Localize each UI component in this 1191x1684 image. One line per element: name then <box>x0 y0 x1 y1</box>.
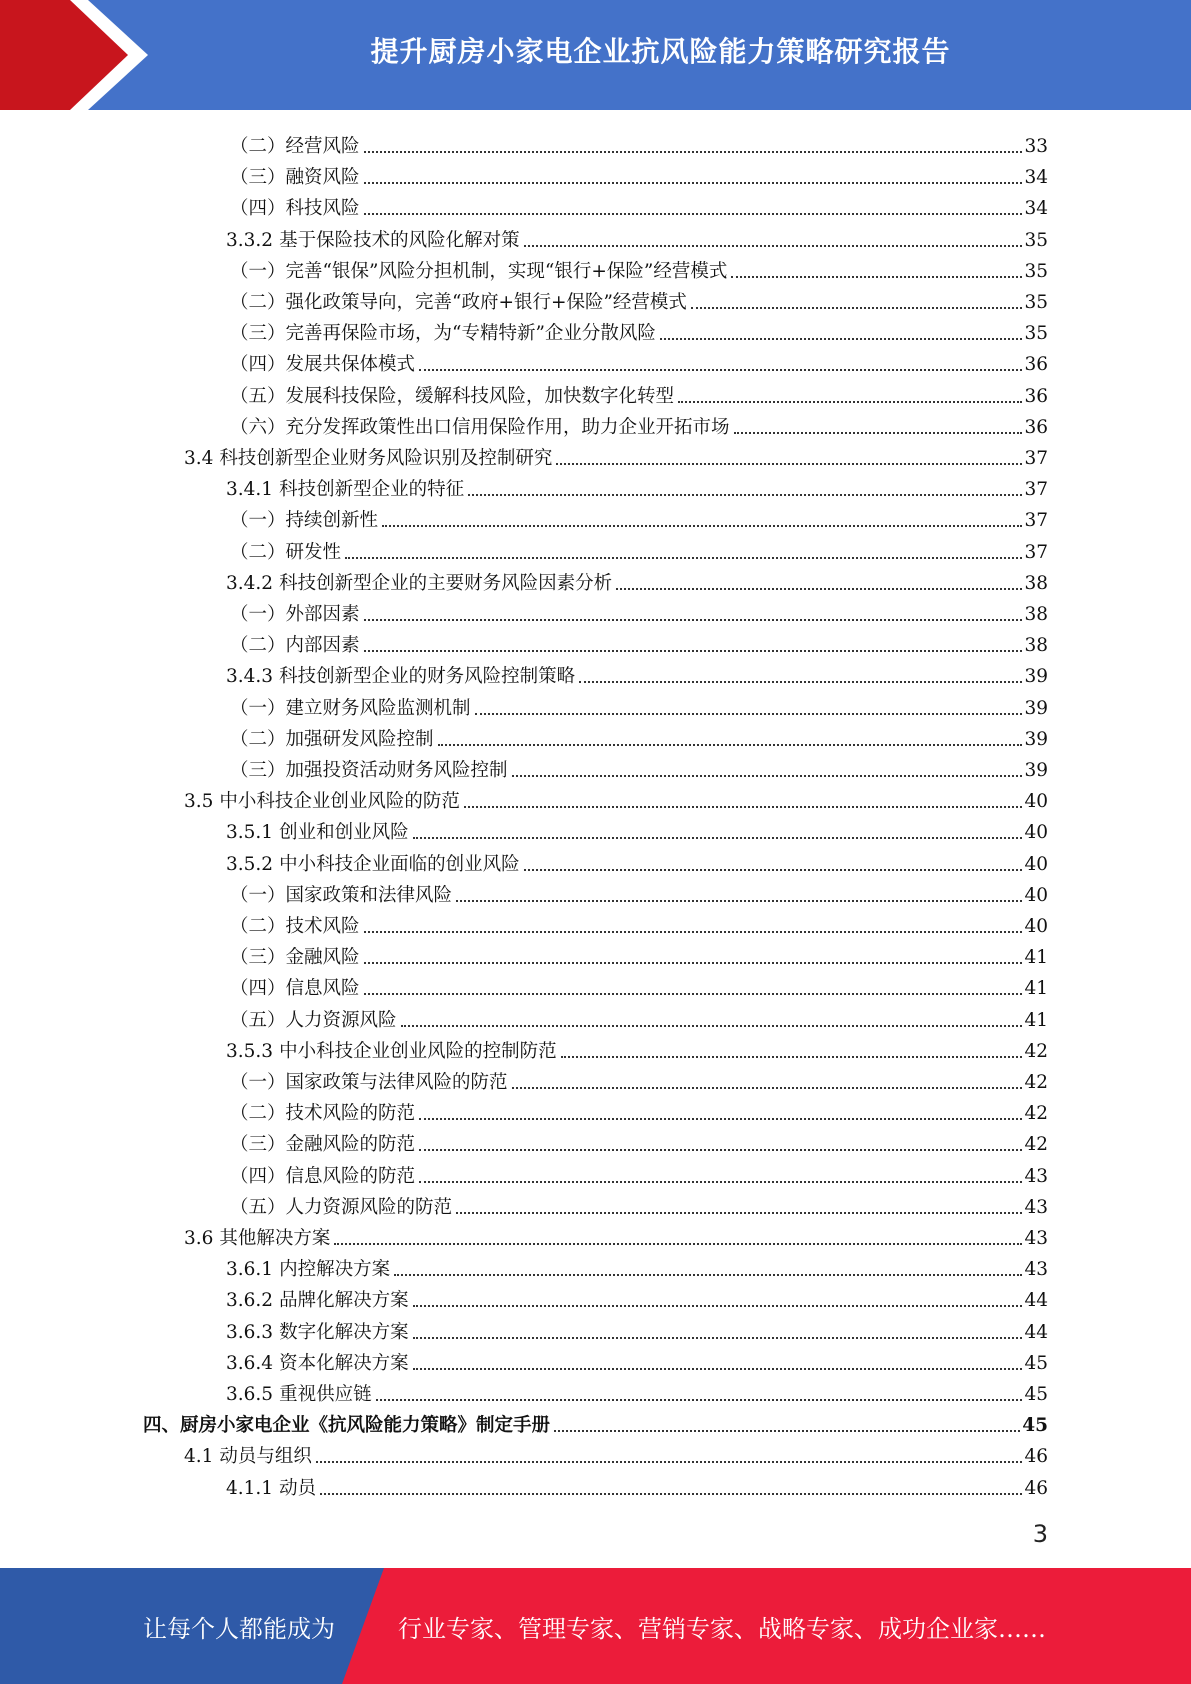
toc-entry-text: （三）金融风险 <box>230 947 360 969</box>
toc-entry-text: 科技创新型企业的特征 <box>279 479 465 501</box>
toc-entry-label <box>226 230 520 252</box>
toc-entry-page: 43 <box>1024 1196 1048 1218</box>
toc-entry-number: 3.6.3 <box>226 1321 274 1343</box>
toc-entry[interactable] <box>184 782 1048 813</box>
toc-dot-leader <box>364 993 1023 995</box>
toc-entry[interactable] <box>226 1344 1048 1375</box>
toc-dot-leader <box>512 1087 1023 1089</box>
toc-entry-text: （一）外部因素 <box>230 604 360 625</box>
toc-entry[interactable] <box>226 657 1048 688</box>
toc-entry-page: 40 <box>1024 791 1048 813</box>
toc-entry[interactable] <box>226 1250 1048 1281</box>
toc-entry-text: （三）金融风险的防范 <box>230 1134 416 1156</box>
toc-entry-page: 39 <box>1024 728 1048 750</box>
toc-entry-number: 3.5.3 <box>226 1040 274 1062</box>
toc-entry-text: 科技创新型企业的财务风险控制策略 <box>279 666 576 688</box>
toc-entry[interactable] <box>226 813 1048 844</box>
toc-dot-leader <box>438 744 1023 746</box>
toc-entry[interactable] <box>230 1188 1048 1219</box>
toc-entry-text: （三）融资风险 <box>230 167 360 189</box>
toc-entry-label <box>230 136 360 158</box>
toc-entry[interactable] <box>230 252 1048 283</box>
toc-dot-leader <box>364 213 1023 215</box>
toc-entry-number: 3.6.1 <box>226 1259 274 1281</box>
toc-dot-leader <box>512 775 1023 777</box>
toc-entry-label <box>230 1166 415 1188</box>
toc-entry-page: 42 <box>1024 1134 1048 1156</box>
toc-entry-label <box>226 573 612 595</box>
toc-entry-label <box>230 1134 415 1156</box>
toc-entry-number: 4.1.1 <box>226 1477 274 1499</box>
toc-entry-number: 3.4.3 <box>226 666 274 688</box>
toc-entry-label <box>230 885 452 907</box>
toc-entry-label <box>230 198 360 220</box>
toc-entry[interactable] <box>230 907 1048 938</box>
toc-entry-text: （一）国家政策与法律风险的防范 <box>230 1072 508 1093</box>
toc-entry-text: 重视供应链 <box>279 1384 372 1405</box>
toc-entry-text: （三）完善再保险市场，为“专精特新”企业分散风险 <box>230 323 656 345</box>
toc-entry-number: 3.4.1 <box>226 479 274 501</box>
toc-entry-label <box>226 1290 409 1312</box>
toc-entry-label <box>230 604 360 626</box>
toc-entry[interactable] <box>230 969 1048 1000</box>
toc-entry-text: （四）信息风险的防范 <box>230 1165 416 1187</box>
toc-dot-leader <box>394 1274 1022 1276</box>
toc-entry-label <box>226 1259 390 1281</box>
toc-entry-text: （二）加强研发风险控制 <box>230 728 434 750</box>
footer-slogan-left: 让每个人都能成为 <box>143 1614 335 1643</box>
toc-entry-number: 3.6.4 <box>226 1352 274 1374</box>
toc-entry-text: 中小科技企业创业风险的控制防范 <box>279 1040 557 1062</box>
toc-entry-label <box>230 386 674 408</box>
toc-entry-label <box>226 1041 557 1063</box>
toc-entry-text: （三）加强投资活动财务风险控制 <box>230 760 508 781</box>
toc-dot-leader <box>413 837 1023 839</box>
toc-dot-leader <box>524 869 1023 871</box>
toc-entry-text: 动员 <box>279 1477 317 1499</box>
toc-entry[interactable] <box>226 845 1048 876</box>
toc-entry-text: （一）建立财务风险监测机制 <box>230 697 471 719</box>
toc-dot-leader <box>456 900 1022 902</box>
toc-dot-leader <box>475 713 1023 715</box>
toc-entry-label <box>230 1197 452 1219</box>
toc-entry-label <box>230 729 434 751</box>
toc-entry[interactable] <box>230 408 1048 439</box>
toc-dot-leader <box>419 369 1022 371</box>
toc-entry-text: （二）技术风险 <box>230 916 360 937</box>
toc-dot-leader <box>413 1305 1023 1307</box>
toc-entry-page: 39 <box>1024 697 1048 719</box>
toc-dot-leader <box>456 1212 1022 1214</box>
toc-entry-text: （一）国家政策和法律风险 <box>230 884 453 906</box>
toc-entry-text: 内控解决方案 <box>279 1259 391 1281</box>
toc-entry-text: 四、厨房小家电企业《抗风险能力策略》制定手册 <box>143 1415 551 1437</box>
toc-entry[interactable] <box>143 1406 1048 1437</box>
toc-entry-page: 44 <box>1024 1321 1048 1343</box>
page-number: 3 <box>1032 1520 1048 1548</box>
toc-entry-page: 46 <box>1024 1477 1048 1499</box>
toc-entry[interactable] <box>184 1219 1048 1250</box>
toc-entry-page: 36 <box>1024 354 1048 376</box>
toc-dot-leader <box>468 494 1022 496</box>
toc-entry-page: 40 <box>1024 916 1048 937</box>
toc-entry-label <box>226 854 520 876</box>
toc-dot-leader <box>464 806 1023 808</box>
toc-entry-number: 3.5.2 <box>226 853 274 875</box>
toc-entry-label <box>230 635 360 657</box>
toc-entry-page: 45 <box>1022 1415 1048 1437</box>
toc-dot-leader <box>660 338 1023 340</box>
toc-entry-label <box>230 1072 508 1094</box>
toc-entry-label <box>230 947 360 969</box>
toc-entry-label <box>226 1353 409 1375</box>
toc-entry-page: 42 <box>1024 1040 1048 1062</box>
toc-entry[interactable] <box>230 283 1048 314</box>
toc-entry-page: 38 <box>1024 635 1048 657</box>
toc-entry-label <box>230 323 656 345</box>
toc-dot-leader <box>419 1149 1022 1151</box>
toc-entry-number: 3.6.2 <box>226 1290 274 1312</box>
toc-entry-text: （五）发展科技保险，缓解科技风险，加快数字化转型 <box>230 385 675 407</box>
toc-entry-page: 35 <box>1024 323 1048 345</box>
toc-entry-label <box>226 479 464 501</box>
toc-dot-leader <box>419 1118 1022 1120</box>
toc-entry[interactable] <box>230 938 1048 969</box>
toc-dot-leader <box>413 1337 1023 1339</box>
toc-entry-label <box>230 542 341 564</box>
toc-entry[interactable] <box>184 1437 1048 1468</box>
toc-entry-text: （一）完善“银保”风险分担机制，实现“银行+保险”经营模式 <box>230 260 728 282</box>
toc-entry-number: 3.3.2 <box>226 229 274 251</box>
toc-dot-leader <box>334 1243 1022 1245</box>
toc-entry-page: 43 <box>1024 1228 1048 1249</box>
toc-entry[interactable] <box>226 1469 1048 1500</box>
toc-entry-label <box>230 261 727 283</box>
toc-entry[interactable] <box>184 439 1048 470</box>
toc-entry-label <box>226 1478 316 1500</box>
toc-entry-page: 35 <box>1024 260 1048 282</box>
toc-entry-page: 39 <box>1024 666 1048 688</box>
toc-dot-leader <box>413 1368 1023 1370</box>
toc-entry-label <box>230 354 415 376</box>
toc-dot-leader <box>364 182 1023 184</box>
toc-entry-text: 资本化解决方案 <box>279 1352 409 1374</box>
toc-dot-leader <box>678 401 1022 403</box>
toc-entry-label <box>226 1322 409 1344</box>
toc-entry-page: 39 <box>1024 760 1048 781</box>
toc-dot-leader <box>556 463 1022 465</box>
toc-entry-label <box>184 1228 330 1250</box>
toc-entry-page: 37 <box>1024 479 1048 501</box>
toc-entry-text: 中小科技企业创业风险的防范 <box>219 791 460 813</box>
page-footer <box>0 1568 1191 1684</box>
toc-entry[interactable] <box>230 533 1048 564</box>
toc-entry-page: 42 <box>1024 1072 1048 1093</box>
toc-entry-page: 36 <box>1024 385 1048 407</box>
toc-entry-page: 41 <box>1024 1009 1048 1031</box>
toc-entry[interactable] <box>230 1157 1048 1188</box>
toc-dot-leader <box>731 276 1022 278</box>
toc-entry-label <box>230 760 508 782</box>
toc-entry-text: （六）充分发挥政策性出口信用保险作用，助力企业开拓市场 <box>230 416 730 438</box>
toc-entry[interactable] <box>230 626 1048 657</box>
header-title: 提升厨房小家电企业抗风险能力策略研究报告 <box>370 35 951 68</box>
toc-entry-number: 3.6 <box>184 1228 214 1249</box>
toc-dot-leader <box>364 151 1023 153</box>
toc-entry-text: （二）强化政策导向，完善“政府+银行+保险”经营模式 <box>230 292 687 313</box>
toc-entry-number: 3.4 <box>184 448 214 469</box>
toc-entry-page: 33 <box>1024 136 1048 157</box>
toc-entry-text: （四）发展共保体模式 <box>230 354 416 376</box>
toc-dot-leader <box>364 650 1023 652</box>
toc-entry-label <box>184 1446 312 1468</box>
toc-entry-text: 数字化解决方案 <box>279 1321 409 1343</box>
toc-entry-label <box>230 978 360 1000</box>
toc-entry-page: 40 <box>1024 884 1048 906</box>
toc-entry[interactable] <box>230 314 1048 345</box>
toc-entry-page: 38 <box>1024 604 1048 625</box>
toc-entry-text: （二）研发性 <box>230 541 342 563</box>
toc-entry[interactable] <box>226 1313 1048 1344</box>
toc-entry-number: 3.6.5 <box>226 1384 274 1405</box>
toc-dot-leader <box>734 432 1023 434</box>
toc-entry-number: 3.5.1 <box>226 822 274 844</box>
toc-entry[interactable] <box>226 1032 1048 1063</box>
toc-entry[interactable] <box>230 345 1048 376</box>
toc-dot-leader <box>364 931 1023 933</box>
toc-entry-text: （四）信息风险 <box>230 978 360 1000</box>
toc-entry-page: 36 <box>1024 416 1048 438</box>
toc-entry-page: 38 <box>1024 572 1048 594</box>
toc-dot-leader <box>320 1493 1022 1495</box>
toc-entry-label <box>230 510 378 532</box>
toc-entry-label <box>226 666 575 688</box>
toc-entry-page: 37 <box>1024 510 1048 532</box>
toc-entry-page: 41 <box>1024 947 1048 969</box>
toc-entry[interactable] <box>230 595 1048 626</box>
toc-entry-label <box>230 698 471 720</box>
toc-entry-text: （四）科技风险 <box>230 198 360 220</box>
toc-entry-text: 科技创新型企业的主要财务风险因素分析 <box>279 572 613 594</box>
toc-entry[interactable] <box>226 470 1048 501</box>
toc-entry[interactable] <box>230 689 1048 720</box>
toc-entry[interactable] <box>230 1001 1048 1032</box>
toc-entry-label <box>230 292 687 314</box>
toc-entry-text: （二）技术风险的防范 <box>230 1103 416 1125</box>
toc-entry-page: 37 <box>1024 541 1048 563</box>
footer-slogan-right: 行业专家、管理专家、营销专家、战略专家、成功企业家…… <box>398 1614 1046 1643</box>
toc-entry-text: 动员与组织 <box>219 1446 312 1468</box>
toc-entry-label <box>230 916 360 938</box>
header-red-arrow-decoration <box>0 0 150 110</box>
toc-entry-text: （五）人力资源风险 <box>230 1009 397 1031</box>
toc-entry-page: 37 <box>1024 448 1048 469</box>
toc-dot-leader <box>376 1399 1023 1401</box>
toc-entry-page: 45 <box>1024 1352 1048 1374</box>
toc-entry[interactable] <box>230 720 1048 751</box>
toc-dot-leader <box>579 681 1022 683</box>
toc-entry-label <box>226 1384 372 1406</box>
toc-entry-text: 科技创新型企业财务风险识别及控制研究 <box>219 448 553 469</box>
toc-entry-page: 34 <box>1024 167 1048 189</box>
toc-dot-leader <box>419 1181 1022 1183</box>
toc-entry-page: 34 <box>1024 198 1048 220</box>
toc-entry-text: （五）人力资源风险的防范 <box>230 1196 453 1218</box>
toc-entry[interactable] <box>230 751 1048 782</box>
toc-entry[interactable] <box>230 377 1048 408</box>
toc-entry[interactable] <box>230 1094 1048 1125</box>
toc-entry-number: 4.1 <box>184 1446 214 1468</box>
toc-entry-text: （二）经营风险 <box>230 136 360 157</box>
toc-dot-leader <box>691 307 1023 309</box>
toc-entry[interactable] <box>226 564 1048 595</box>
toc-entry[interactable] <box>230 501 1048 532</box>
toc-entry[interactable] <box>226 221 1048 252</box>
toc-entry-label <box>230 1103 415 1125</box>
toc-entry-number: 3.4.2 <box>226 572 274 594</box>
toc-entry-label <box>230 1010 397 1032</box>
toc-entry[interactable] <box>226 1281 1048 1312</box>
toc-entry-page: 44 <box>1024 1290 1048 1312</box>
toc-entry-number: 3.5 <box>184 791 214 813</box>
toc-entry[interactable] <box>230 1125 1048 1156</box>
toc-entry-text: 中小科技企业面临的创业风险 <box>279 853 520 875</box>
toc-entry[interactable] <box>226 1375 1048 1406</box>
toc-entry[interactable] <box>230 189 1048 220</box>
toc-entry-label <box>143 1415 550 1437</box>
toc-dot-leader <box>616 588 1022 590</box>
page-header <box>0 0 1191 110</box>
toc-entry-text: 创业和创业风险 <box>279 822 409 844</box>
toc-entry-page: 35 <box>1024 229 1048 251</box>
toc-dot-leader <box>345 557 1022 559</box>
toc-entry-label <box>184 791 460 813</box>
toc-entry[interactable] <box>230 127 1048 158</box>
toc-entry-page: 41 <box>1024 978 1048 1000</box>
toc-entry[interactable] <box>230 158 1048 189</box>
toc-entry-label <box>226 822 409 844</box>
toc-entry-page: 46 <box>1024 1446 1048 1468</box>
toc-entry-text: （一）持续创新性 <box>230 510 379 532</box>
toc-entry-label <box>230 417 730 439</box>
toc-entry-page: 43 <box>1024 1259 1048 1281</box>
toc-dot-leader <box>382 525 1022 527</box>
toc-dot-leader <box>364 619 1023 621</box>
toc-dot-leader <box>524 245 1023 247</box>
toc-entry-page: 45 <box>1024 1384 1048 1405</box>
toc-dot-leader <box>364 962 1023 964</box>
toc-dot-leader <box>316 1461 1023 1463</box>
toc-entry[interactable] <box>230 876 1048 907</box>
toc-entry-label <box>230 167 360 189</box>
toc-dot-leader <box>401 1025 1023 1027</box>
toc-entry[interactable] <box>230 1063 1048 1094</box>
toc-entry-page: 42 <box>1024 1103 1048 1125</box>
toc-entry-text: 品牌化解决方案 <box>279 1290 409 1312</box>
toc-entry-label <box>184 448 552 470</box>
toc-entry-page: 35 <box>1024 292 1048 313</box>
toc-entry-page: 43 <box>1024 1165 1048 1187</box>
toc-entry-text: 基于保险技术的风险化解对策 <box>279 229 520 251</box>
toc-entry-text: 其他解决方案 <box>219 1228 331 1249</box>
toc-dot-leader <box>554 1430 1020 1432</box>
toc-entry-page: 40 <box>1024 853 1048 875</box>
toc-entry-text: （二）内部因素 <box>230 635 360 657</box>
toc-entry-page: 40 <box>1024 822 1048 844</box>
toc-dot-leader <box>561 1056 1023 1058</box>
